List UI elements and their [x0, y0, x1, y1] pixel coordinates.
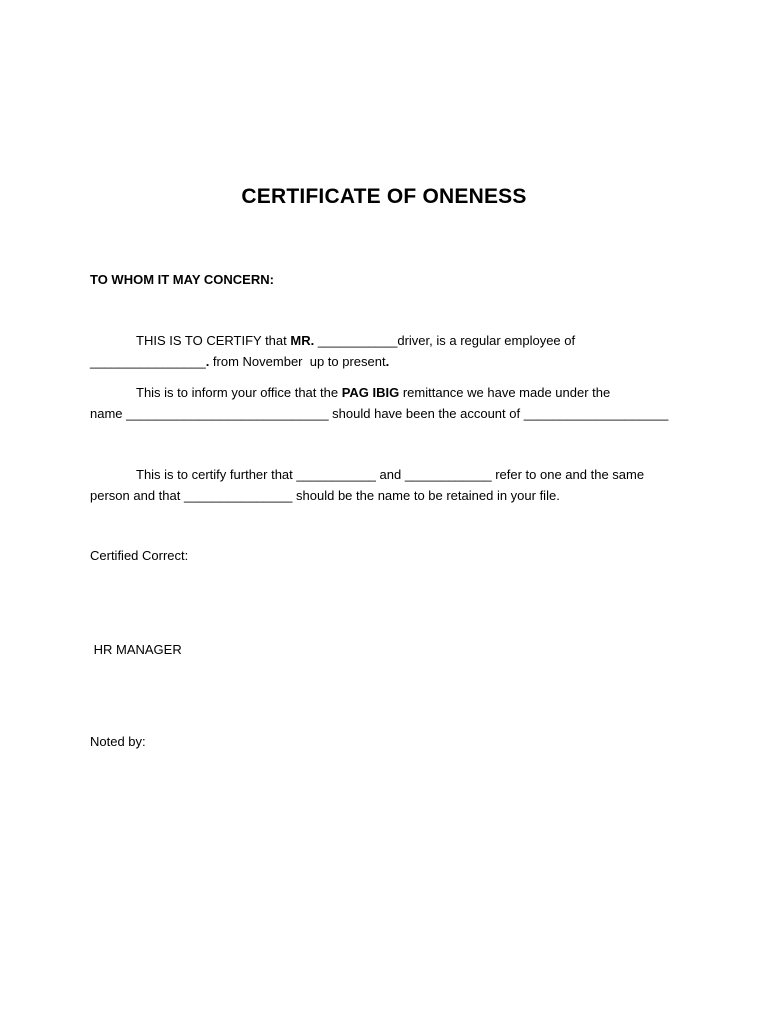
text-segment-bold: . — [205, 354, 210, 369]
certified-correct-label: Certified Correct: — [90, 548, 189, 563]
hr-manager-label: HR MANAGER — [90, 642, 182, 657]
paragraph-2-line-2: name ____________________________ should have been the account of ____________________ — [90, 406, 669, 421]
text-segment: ________________ — [90, 354, 206, 369]
paragraph-3-line-1: This is to certify further that ___________ and ____________ refer to one and the same — [136, 467, 645, 482]
paragraph-1-line-1 — [136, 331, 575, 351]
text-segment: This is to inform your office that the — [136, 385, 342, 400]
text-segment: THIS IS TO CERTIFY that — [136, 333, 291, 348]
salutation: TO WHOM IT MAY CONCERN: — [90, 272, 274, 287]
text-segment: from November up to present — [209, 354, 386, 369]
text-segment: remittance we have made under the — [399, 385, 611, 400]
paragraph-2-line-1 — [136, 383, 610, 403]
noted-by-label: Noted by: — [90, 734, 146, 749]
text-segment-bold: . — [385, 354, 390, 369]
text-segment-bold: PAG IBIG — [341, 385, 400, 400]
paragraph-3-line-2: person and that _______________ should be the name to be retained in your file. — [90, 488, 560, 503]
paragraph-1-line-2 — [90, 352, 389, 372]
document-title: CERTIFICATE OF ONENESS — [241, 185, 527, 208]
text-segment-bold: MR. — [290, 333, 315, 348]
text-segment: ___________driver, is a regular employee of — [314, 333, 576, 348]
